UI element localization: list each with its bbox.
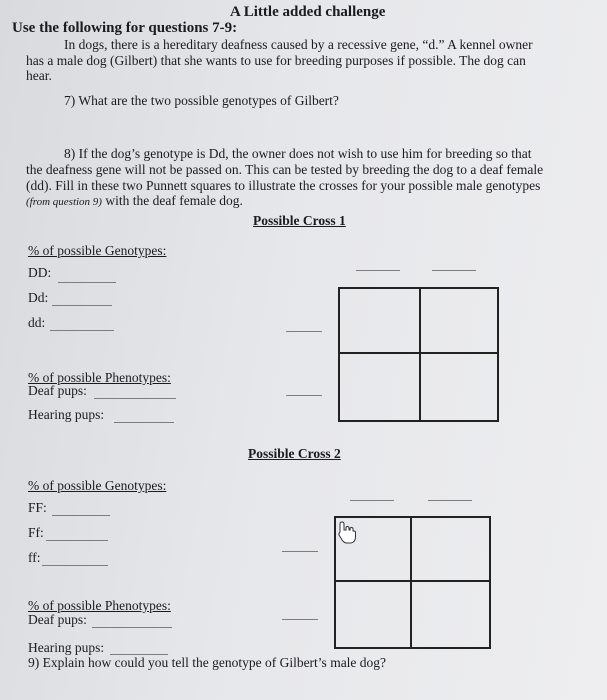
cross-2-punnett-vertical-divider: [410, 518, 412, 647]
cross-2-heading: Possible Cross 2: [248, 446, 341, 461]
cross-2-genotype-FF: FF:: [28, 500, 47, 515]
cross-2-genotypes-heading: % of possible Genotypes:: [28, 478, 167, 493]
intro-line-1: In dogs, there is a hereditary deafness caused by a recessive gene, “d.” A kennel owner: [64, 37, 533, 52]
cross-2-genotype-FF-blank[interactable]: [52, 515, 110, 516]
cross-1-phenotype-deaf: Deaf pups:: [28, 383, 87, 398]
cross-2-phenotype-hearing: Hearing pups:: [28, 640, 105, 655]
question-7: 7) What are the two possible genotypes of Gilbert?: [64, 93, 339, 108]
question-8-reference: (from question 9): [26, 196, 102, 208]
question-8-line-1: 8) If the dog’s genotype is Dd, the owner does not wish to use him for breeding so that: [64, 146, 532, 161]
cross-2-side-allele-1-blank[interactable]: [282, 551, 318, 552]
cross-1-genotype-Dd: Dd:: [28, 290, 49, 305]
intro-line-3: hear.: [26, 68, 52, 83]
question-8-line-4-text: with the deaf female dog.: [101, 193, 243, 208]
cross-2-phenotype-deaf-blank[interactable]: [92, 627, 172, 628]
cross-1-side-allele-2-blank[interactable]: [286, 395, 322, 396]
instructions-heading: Use the following for questions 7-9:: [12, 20, 238, 36]
cross-2-phenotype-deaf: Deaf pups:: [28, 612, 87, 627]
cross-1-side-allele-1-blank[interactable]: [286, 331, 322, 332]
cross-1-genotype-dd-blank[interactable]: [50, 330, 114, 331]
question-9: 9) Explain how could you tell the genotype of Gilbert’s male dog?: [28, 655, 387, 670]
intro-line-2: has a male dog (Gilbert) that she wants to use for breeding purposes if possible. The dog can: [26, 53, 526, 68]
question-8-line-3: (dd). Fill in these two Punnett squares to illustrate the crosses for your possible male genotypes: [26, 178, 541, 193]
cross-1-parent-allele-1-blank[interactable]: [356, 270, 400, 271]
cross-1-genotype-dd: dd:: [28, 315, 46, 330]
cross-2-genotype-Ff-blank[interactable]: [46, 540, 108, 541]
cross-2-phenotypes-heading: % of possible Phenotypes:: [28, 598, 171, 613]
cross-1-phenotype-hearing: Hearing pups:: [28, 407, 105, 422]
question-8-line-4: [26, 193, 243, 209]
cross-1-phenotype-hearing-blank[interactable]: [114, 422, 174, 423]
cross-2-side-allele-2-blank[interactable]: [282, 619, 318, 620]
cross-1-genotype-Dd-blank[interactable]: [52, 305, 112, 306]
cross-1-parent-allele-2-blank[interactable]: [432, 270, 476, 271]
cross-2-punnett-horizontal-divider: [336, 580, 489, 582]
hand-cursor-icon: [337, 520, 359, 546]
cross-1-phenotypes-heading: % of possible Phenotypes:: [28, 370, 171, 385]
cross-2-genotype-ff: ff:: [28, 550, 41, 565]
cross-1-genotype-DD: DD:: [28, 265, 52, 280]
cross-1-genotypes-heading: % of possible Genotypes:: [28, 243, 167, 258]
cross-2-genotype-ff-blank[interactable]: [42, 565, 108, 566]
cross-1-phenotype-deaf-blank[interactable]: [94, 398, 176, 399]
cross-1-punnett-horizontal-divider: [340, 352, 497, 354]
cross-1-punnett-square[interactable]: [338, 287, 499, 422]
question-8-line-2: the deafness gene will not be passed on. This can be tested by breeding the dog to a deaf female: [26, 162, 544, 177]
cross-2-parent-allele-1-blank[interactable]: [350, 500, 394, 501]
page-title: A Little added challenge: [230, 4, 386, 20]
cross-1-punnett-vertical-divider: [419, 289, 421, 420]
cross-1-genotype-DD-blank[interactable]: [58, 282, 116, 283]
cross-2-parent-allele-2-blank[interactable]: [428, 500, 472, 501]
cross-1-heading: Possible Cross 1: [253, 213, 346, 228]
cross-2-genotype-Ff: Ff:: [28, 525, 44, 540]
